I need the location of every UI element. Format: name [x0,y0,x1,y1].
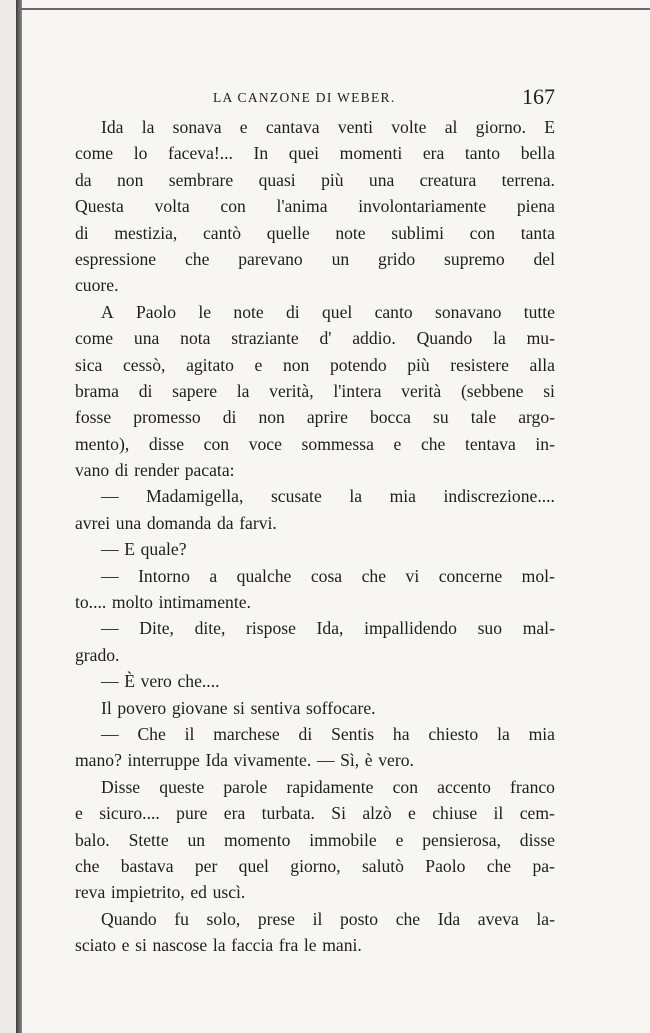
body-text [75,114,555,959]
text-line: Questa volta con l'anima involontariamente piena [75,196,555,217]
text-line: sica cessò, agitato e non potendo più resistere alla [75,354,555,375]
text-line: sciato e si nascose la faccia fra le mani. [75,935,362,956]
text-line: come una nota straziante d' addio. Quando la mu- [75,328,555,349]
text-line: Ida la sonava e cantava venti volte al giorno. E [101,117,555,137]
text-line: — Intorno a qualche cosa che vi concerne mol- [101,565,555,586]
text-line: mento), disse con voce sommessa e che tentava in- [75,433,555,454]
binding-edge [16,0,22,1033]
text-line: Disse queste parole rapidamente con accento franco [101,776,555,797]
text-line: Quando fu solo, prese il posto che Ida aveva la- [101,908,555,929]
text-line: di mestizia, cantò quelle note sublimi con tanta [75,222,555,243]
text-line: mano? interruppe Ida vivamente. — Sì, è vero. [75,750,414,771]
text-line: A Paolo le note di quel canto sonavano tutte [101,301,555,322]
text-line: to.... molto intimamente. [75,592,251,613]
page-number: 167 [522,84,555,109]
text-line: — È vero che.... [101,671,220,692]
text-line: grado. [75,644,120,665]
text-line: balo. Stette un momento immobile e pensierosa, disse [75,829,555,850]
text-line: e sicuro.... pure era turbata. Si alzò e chiuse il cem- [75,803,555,824]
page-top-edge [18,8,650,10]
running-title: LA CANZONE DI WEBER. [213,90,396,105]
text-line: reva impietrito, ed uscì. [75,882,246,903]
text-line: — Madamigella, scusate la mia indiscrezione.... [101,486,555,507]
page-margin-shadow [0,0,16,1033]
text-line: Il povero giovane si sentiva soffocare. [101,697,376,718]
running-header [75,84,555,116]
text-line: che bastava per quel giorno, salutò Paolo che pa- [75,855,555,876]
text-line: espressione che parevano un grido supremo del [75,248,555,269]
text-line: da non sembrare quasi più una creatura terrena. [75,169,555,190]
text-line: — E quale? [101,539,187,560]
text-line: come lo faceva!... In quei momenti era tanto bella [75,143,555,164]
text-line: avrei una domanda da farvi. [75,512,277,533]
text-line: vano di render pacata: [75,460,235,481]
text-line: fosse promesso di non aprire bocca su tale argo- [75,407,555,428]
text-line: cuore. [75,275,119,296]
text-line: — Dite, dite, rispose Ida, impallidendo suo mal- [101,618,555,639]
text-line: brama di sapere la verità, l'intera verità (sebbene si [75,380,555,401]
text-line: — Che il marchese di Sentis ha chiesto la mia [101,723,555,744]
